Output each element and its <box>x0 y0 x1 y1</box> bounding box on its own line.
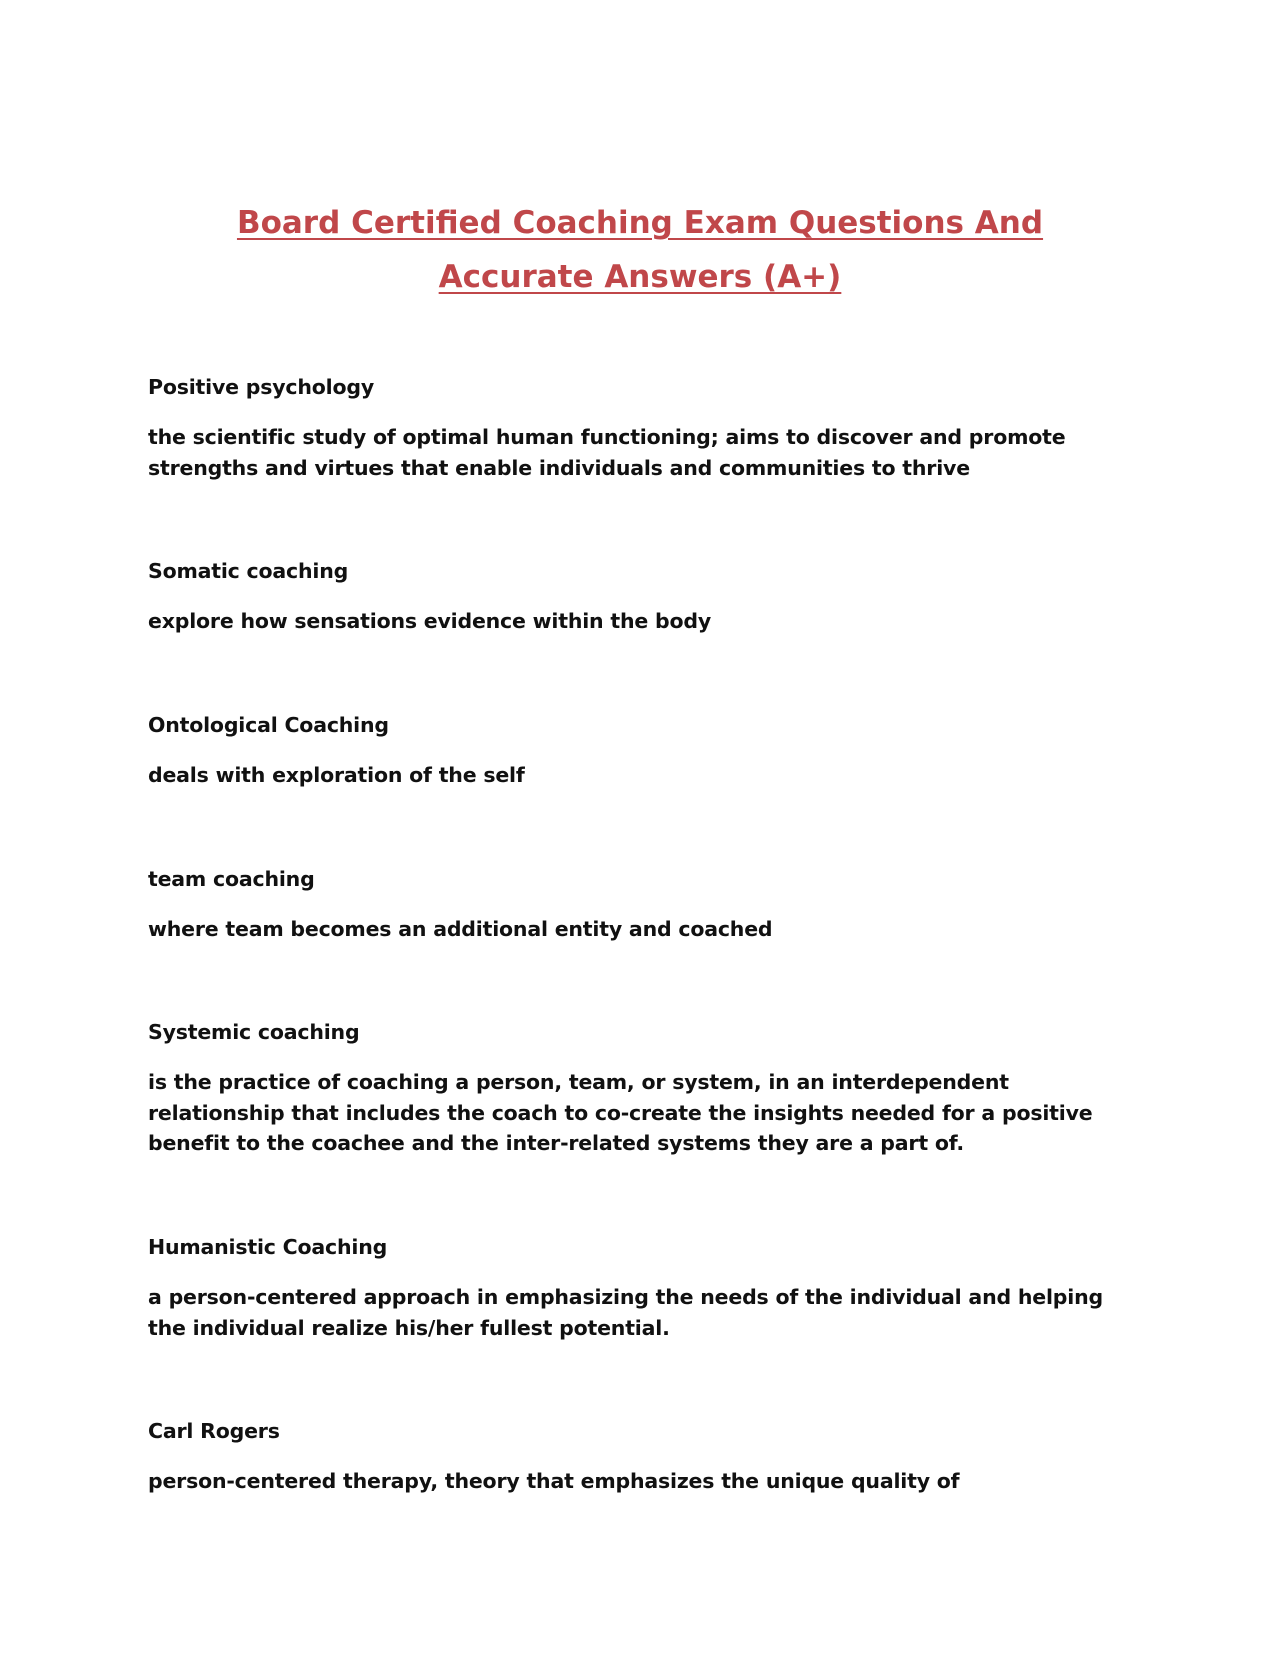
title-line-1: Board Certified Coaching Exam Questions And <box>236 205 1044 241</box>
answer-definition: person-centered therapy, theory that emphasizes the unique quality of <box>148 1469 960 1493</box>
answer-definition: explore how sensations evidence within the body <box>148 609 711 633</box>
answer-definition: the scientific study of optimal human functioning; aims to discover and promote strengths and virtues that enable individuals and communities to thrive <box>148 425 1066 480</box>
qa-entry <box>148 864 1138 945</box>
question-term: Ontological Coaching <box>148 713 389 737</box>
qa-entry <box>148 1017 1138 1159</box>
question-term: Humanistic Coaching <box>148 1235 388 1259</box>
qa-entry <box>148 372 1138 483</box>
question-term: Somatic coaching <box>148 559 349 583</box>
qa-entry <box>148 710 1138 791</box>
qa-entry <box>148 556 1138 637</box>
question-term: team coaching <box>148 867 315 891</box>
answer-definition: where team becomes an additional entity and coached <box>148 917 773 941</box>
title-line-2: Accurate Answers (A+) <box>438 259 842 295</box>
question-term: Systemic coaching <box>148 1020 360 1044</box>
question-term: Positive psychology <box>148 375 374 399</box>
answer-definition: is the practice of coaching a person, team, or system, in an interdependent relationship that includes the coach to co-create the insights needed for a positive benefit to the coachee and the inter-related systems they are a part of. <box>148 1070 1093 1155</box>
question-term: Carl Rogers <box>148 1419 280 1443</box>
qa-entry <box>148 1416 1138 1497</box>
answer-definition: a person-centered approach in emphasizing the needs of the individual and helping the individual realize his/her fullest potential. <box>148 1285 1103 1340</box>
qa-entry <box>148 1232 1138 1343</box>
document-title <box>150 196 1130 304</box>
answer-definition: deals with exploration of the self <box>148 763 525 787</box>
